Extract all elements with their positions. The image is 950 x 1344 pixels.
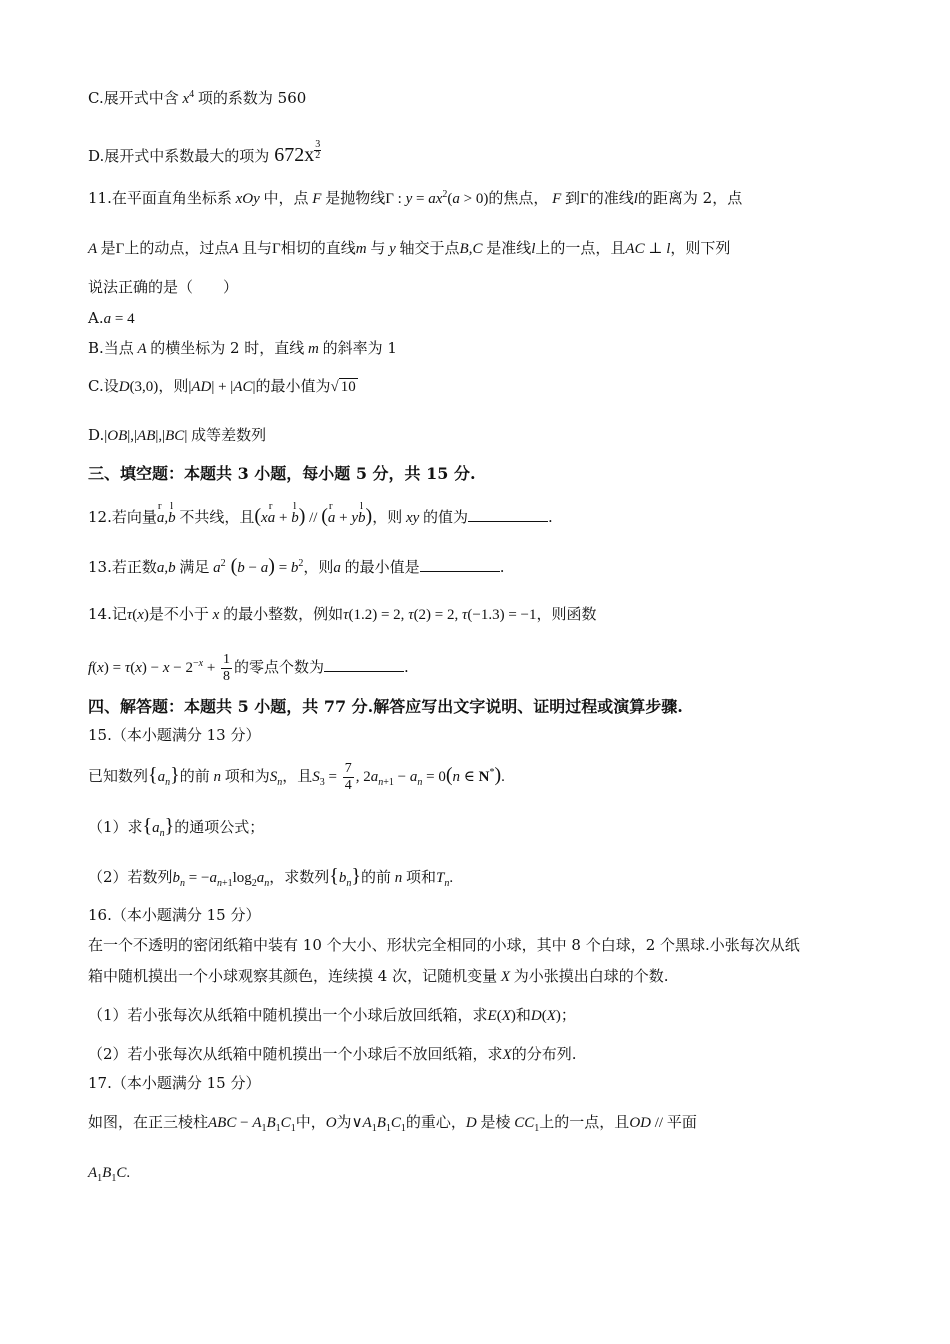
q11-option-b: B.当点 A 的横坐标为 2 时，直线 m 的斜率为 1	[88, 339, 397, 357]
q13: 13.若正数a,b 满足 $a^2$ $(b - a) = b^2$，则a 的最小值是 .	[88, 555, 505, 577]
q11-option-d: D.|OB|,|AB|,|BC| 成等差数列	[88, 426, 267, 444]
q14-line2: $f(x) = \tau(x) - x - 2^{-x}$ + $\frac{1}{8}$ 的零点个数为 .	[88, 651, 409, 684]
q11-line2: A 是Γ上的动点，过点A 且与Γ相切的直线m 与 y 轴交于点B,C 是准线l上的一点，且AC ⊥ l，则下列	[88, 239, 731, 257]
q11-option-a: A.a = 4	[88, 309, 135, 327]
section-3-title: 三、填空题：本题共 3 小题，每小题 5 分，共 15 分.	[88, 464, 476, 483]
q11-line1: 11.在平面直角坐标系 xOy 中，点 F 是抛物线Γ : $y = ax^2(a > 0)$的焦点， F 到Γ的准线l的距离为 2，点	[88, 189, 743, 207]
q14-line1: 14.记τ(x)是不小于 x 的最小整数，例如τ(1.2) = 2, τ(2) = 2, τ(−1.3) = −1，则函数	[88, 605, 597, 623]
q16-part2: （2）若小张每次从纸箱中随机摸出一个小球后不放回纸箱，求X的分布列.	[88, 1045, 577, 1063]
q17-line1: 如图，在正三棱柱ABC − $A_1B_1C_1$中，O为$\vee A_1B_1C_1$的重心，D 是棱 $CC_1$上的一点，且OD // 平面	[88, 1113, 697, 1134]
q15-part2: （2）若数列$b_n = -a_{n+1}\log_2a_n$，求数列$\{b_n\}$的前 n 项和$T_n$.	[88, 865, 454, 889]
q11-option-c: C.设D(3,0)，则|AD| + |AC|的最小值为√ 10	[88, 377, 356, 395]
option-10c: C.展开式中含 $x^4$ 项的系数为 560	[88, 89, 307, 107]
q16-line1: 在一个不透明的密闭纸箱中装有 10 个大小、形状完全相同的小球，其中 8 个白球，2 个黑球.小张每次从纸	[88, 936, 800, 954]
option-10d: D.展开式中系数最大的项为 672x $\frac{3}{2}$	[88, 139, 321, 166]
q12: 12.若向量r a,l b 不共线，且(xr a + l b) // (r a + yl b)，则 xy 的值为 .	[88, 506, 553, 528]
q16-header: 16.（本小题满分 15 分）	[88, 906, 261, 924]
section-4-title: 四、解答题：本题共 5 小题，共 77 分.解答应写出文字说明、证明过程或演算步骤.	[88, 697, 683, 716]
q16-part1: （1）若小张每次从纸箱中随机摸出一个小球后放回纸箱，求E(X)和D(X)；	[88, 1006, 576, 1024]
q16-line2: 箱中随机摸出一个小球观察其颜色，连续摸 4 次，记随机变量 X 为小张摸出白球的个数.	[88, 967, 669, 985]
q17-header: 17.（本小题满分 15 分）	[88, 1074, 261, 1092]
q15-header: 15.（本小题满分 13 分）	[88, 726, 261, 744]
q17-line2: $A_1B_1C$.	[88, 1165, 131, 1184]
q15-stem: 已知数列$\{a_n\}$的前 n 项和为$S_n$，且$S_3$ = $\frac{7}{4}$ , $2a_{n+1} - a_n = 0(n$ ∈ N*).	[88, 760, 505, 793]
q15-part1: （1）求$\{a_n\}$的通项公式；	[88, 815, 265, 839]
q11-line3: 说法正确的是（ ）	[88, 278, 239, 296]
